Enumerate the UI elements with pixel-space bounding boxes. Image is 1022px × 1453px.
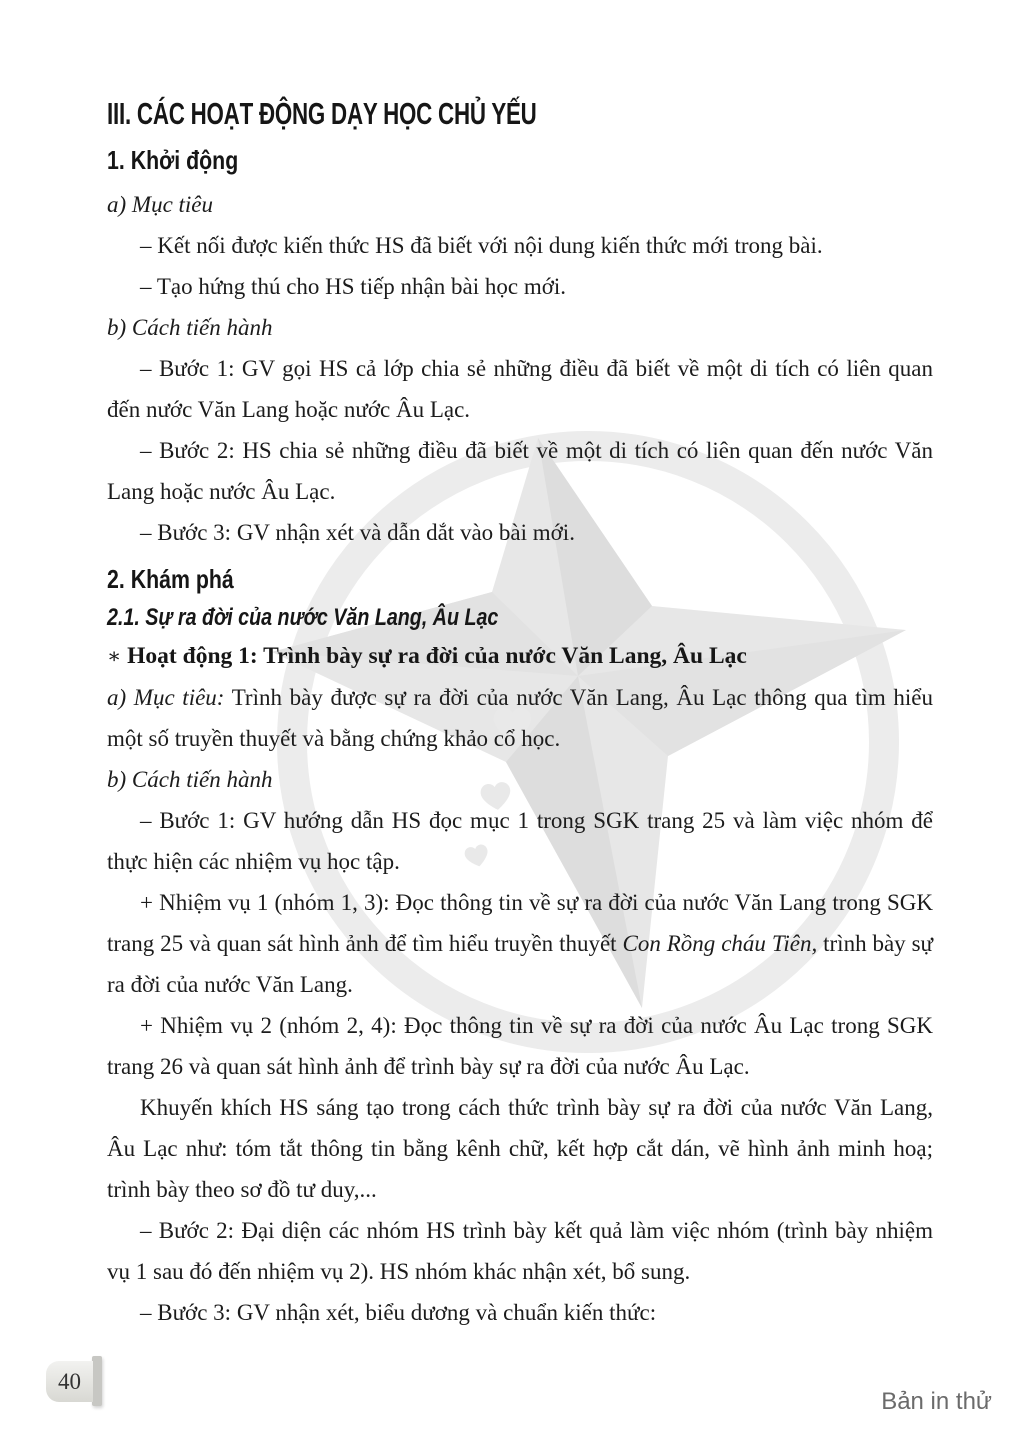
heading-warmup: 1. Khởi động (107, 145, 239, 175)
activity1-encouragement-note: Khuyến khích HS sáng tạo trong cách thức trình bày sự ra đời của nước Văn Lang, Âu Lạc như: tóm tắt thông tin bằng kênh chữ, kết hợp cắt dán, vẽ hình ảnh minh hoạ; trình bày theo sơ đồ tư duy,... (107, 1095, 933, 1202)
warmup-step-2: – Bước 2: HS chia sẻ những điều đã biết về một di tích có liên quan đến nước Văn Lang hoặc nước Âu Lạc. (107, 438, 933, 504)
warmup-objective-label: a) Mục tiêu (107, 192, 214, 217)
page-number-tab-edge (92, 1356, 102, 1406)
warmup-objective-item: – Tạo hứng thú cho HS tiếp nhận bài học mới. (140, 274, 567, 299)
activity1-task-2: + Nhiệm vụ 2 (nhóm 2, 4): Đọc thông tin về sự ra đời của nước Âu Lạc trong SGK trang 26 và quan sát hình ảnh để trình bày sự ra đời của nước Âu Lạc. (107, 1013, 933, 1079)
activity1-objective (107, 677, 933, 759)
heading-van-lang-au-lac: 2.1. Sự ra đời của nước Văn Lang, Âu Lạc (107, 604, 499, 631)
legend-title-con-rong-chau-tien: Con Rồng cháu Tiên, (622, 931, 818, 956)
warmup-objective-item: – Kết nối được kiến thức HS đã biết với nội dung kiến thức mới trong bài. (140, 233, 823, 258)
activity1-task-1: + Nhiệm vụ 1 (nhóm 1, 3): Đọc thông tin về sự ra đời của nước Văn Lang trong SGK trang 25 và quan sát hình ảnh để tìm hiểu truyền thuyết Con Rồng cháu Tiên, trình bày sự ra đời của nước Văn Lang. (107, 890, 934, 997)
heading-explore: 2. Khám phá (107, 564, 234, 594)
activity1-objective-text: Trình bày được sự ra đời của nước Văn Lang, Âu Lạc thông qua tìm hiểu một số truyền thuyết và bằng chứng khảo cổ học. (107, 685, 933, 751)
page-number: 40 (58, 1368, 81, 1394)
asterisk-icon: ∗ (107, 644, 122, 668)
activity1-title: Hoạt động 1: Trình bày sự ra đời của nước Văn Lang, Âu Lạc (127, 643, 747, 669)
print-proof-label: Bản in thử (881, 1388, 992, 1415)
main-section-heading: III. CÁC HOẠT ĐỘNG DẠY HỌC CHỦ YẾU (107, 96, 537, 131)
activity1-step-2: – Bước 2: Đại diện các nhóm HS trình bày kết quả làm việc nhóm (trình bày nhiệm vụ 1 sau đó đến nhiệm vụ 2). HS nhóm khác nhận xét, bổ sung. (107, 1218, 933, 1284)
page-content (107, 0, 933, 1333)
warmup-step-1: – Bước 1: GV gọi HS cả lớp chia sẻ những điều đã biết về một di tích có liên quan đến nước Văn Lang hoặc nước Âu Lạc. (107, 356, 933, 422)
activity1-method-label: b) Cách tiến hành (107, 767, 273, 792)
activity1-objective-label: a) Mục tiêu: (107, 685, 225, 710)
warmup-step-3: – Bước 3: GV nhận xét và dẫn dắt vào bài mới. (140, 520, 575, 545)
activity1-heading (107, 639, 933, 673)
page-number-tab (46, 1361, 93, 1402)
activity1-step-3: – Bước 3: GV nhận xét, biểu dương và chuẩn kiến thức: (140, 1300, 657, 1325)
warmup-method-label: b) Cách tiến hành (107, 315, 273, 340)
activity1-step-1: – Bước 1: GV hướng dẫn HS đọc mục 1 trong SGK trang 25 và làm việc nhóm để thực hiện các nhiệm vụ học tập. (107, 808, 933, 874)
